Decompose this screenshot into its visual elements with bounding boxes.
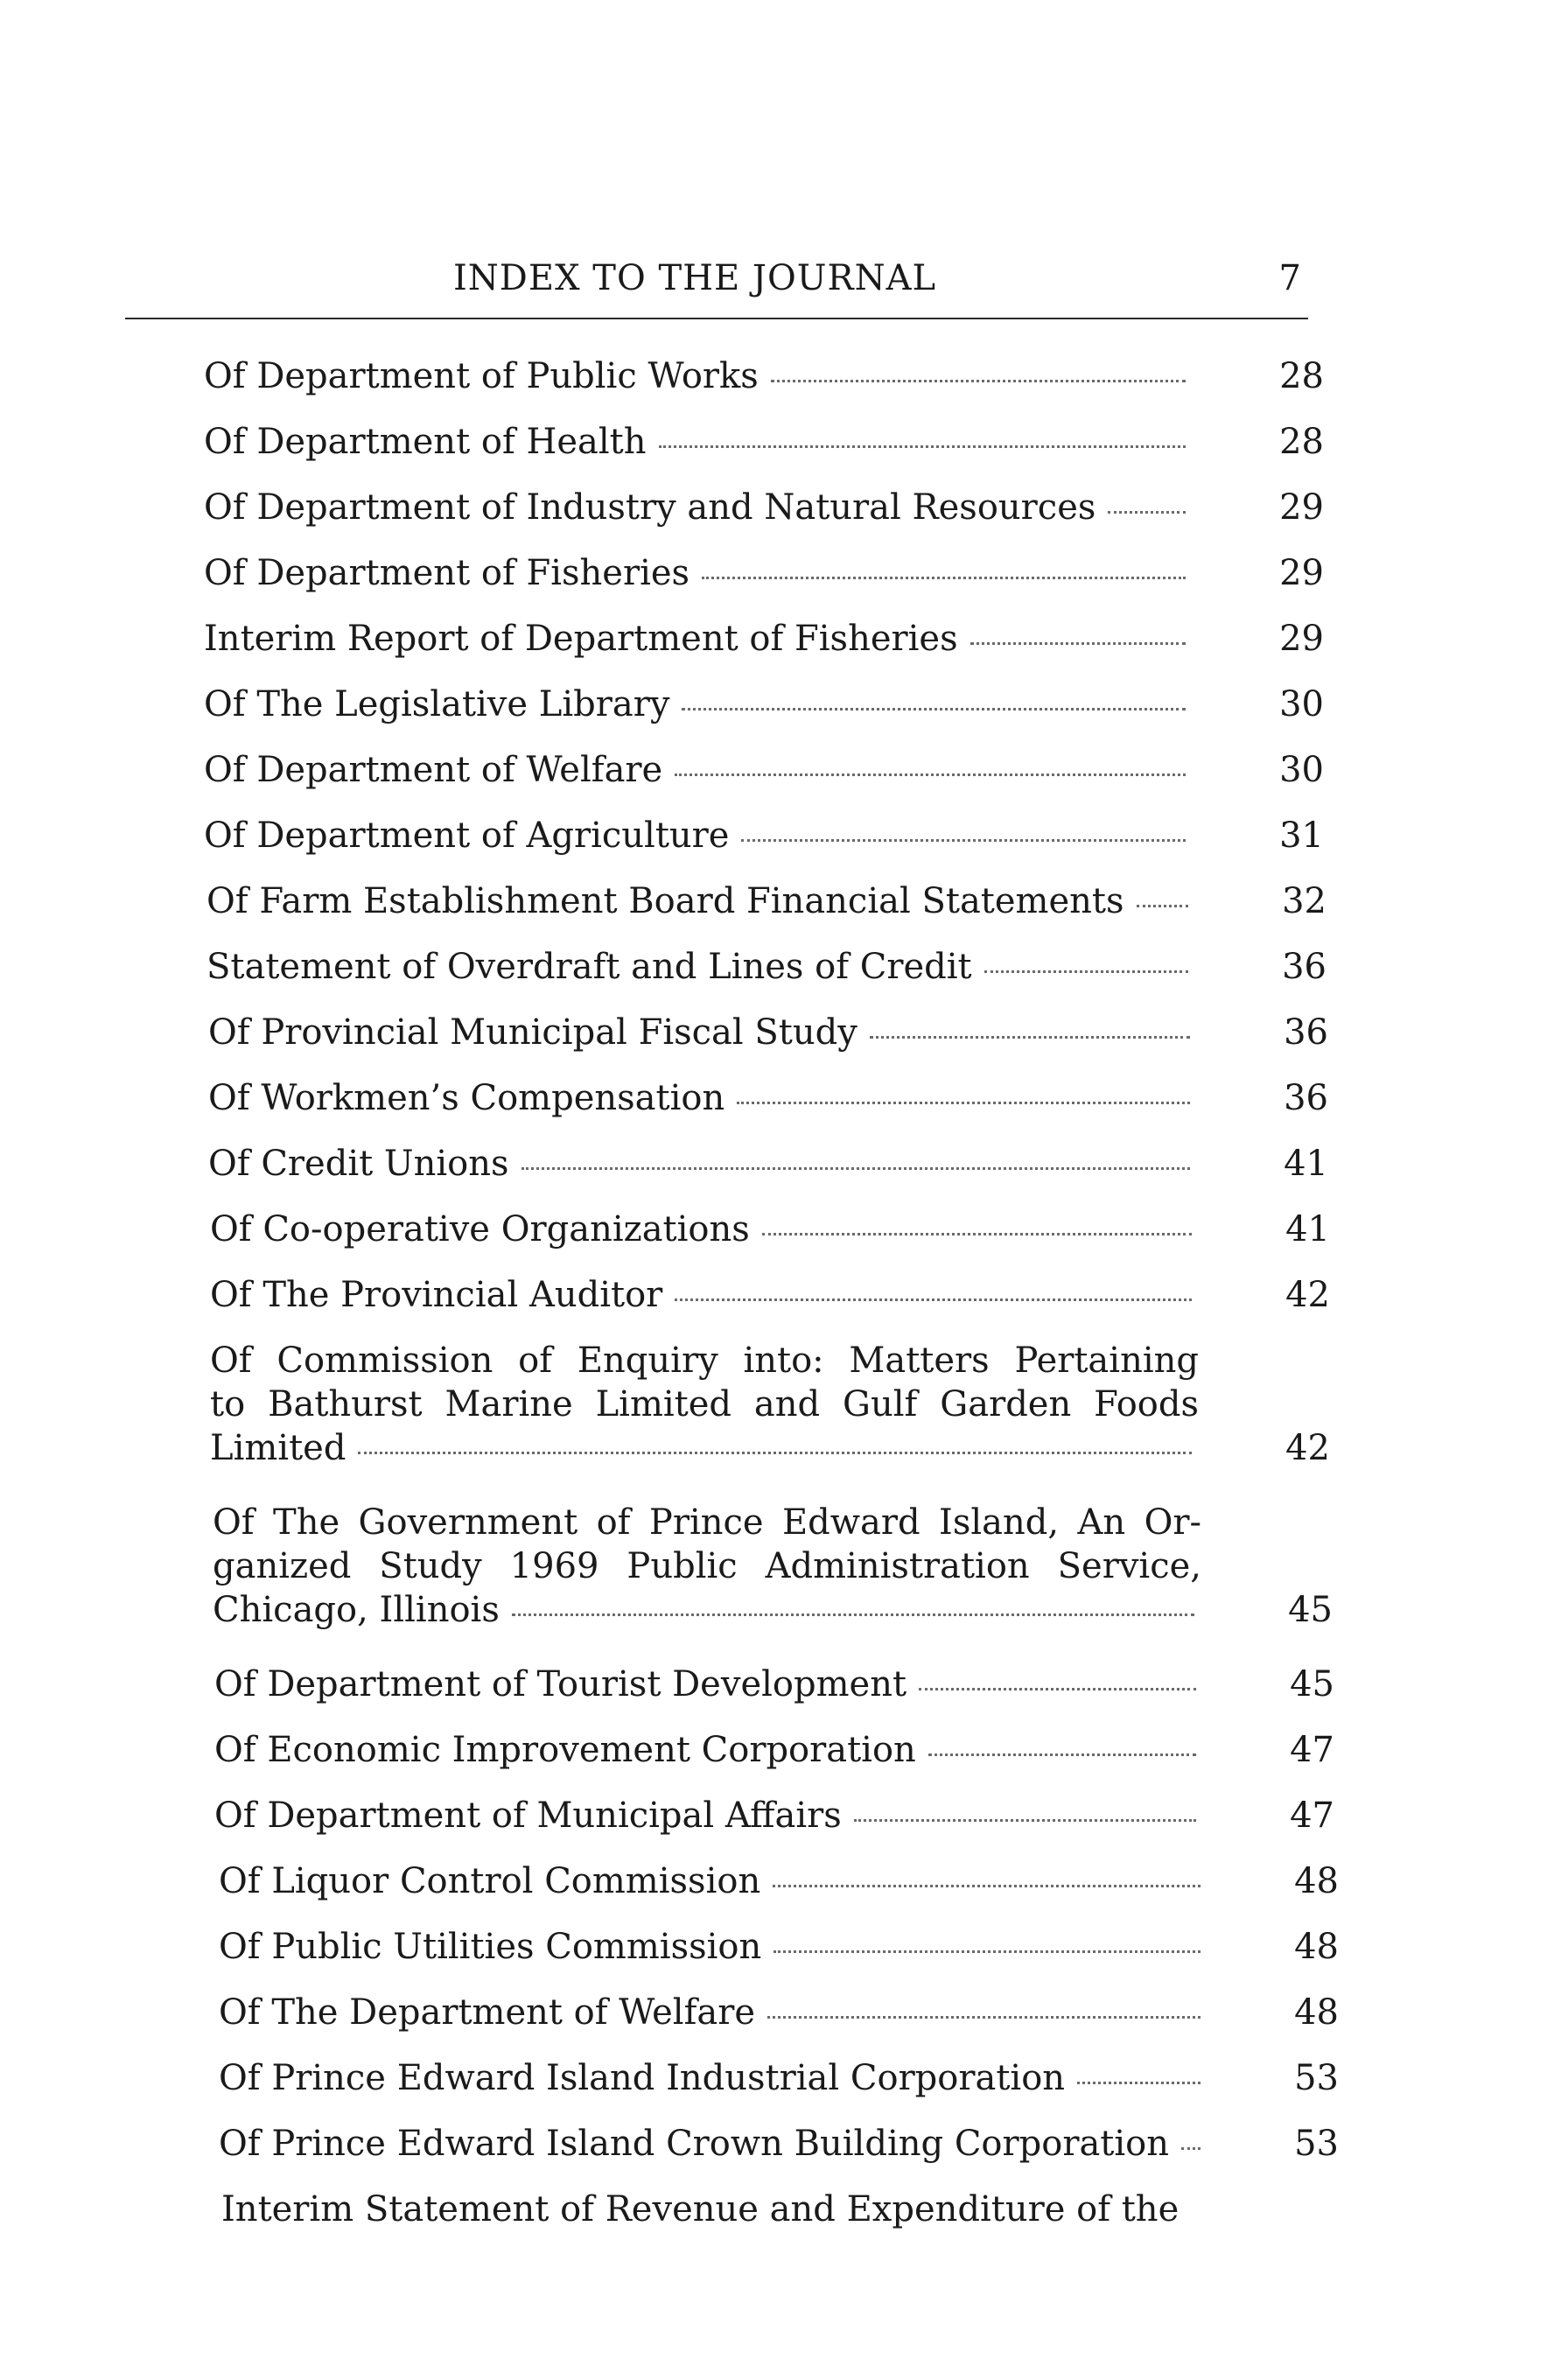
index-entry (214, 1794, 1334, 1838)
index-entry (206, 879, 1326, 923)
index-entry (219, 1859, 1339, 1903)
entry-text (208, 1142, 1197, 1186)
entry-line: Limited (210, 1428, 346, 1468)
entry-text (204, 354, 1193, 398)
dot-leader (358, 1450, 1192, 1454)
dot-leader (512, 1612, 1194, 1616)
entry-text (210, 1208, 1199, 1251)
entry-text (208, 1076, 1197, 1120)
entry-line: Statement of Overdraft and Lines of Credit (206, 947, 972, 987)
entry-line: Of Department of Tourist Development (214, 1664, 907, 1704)
index-entry (213, 1501, 1333, 1632)
entry-line: Of Department of Fisheries (204, 553, 690, 593)
index-entry (210, 1273, 1330, 1317)
entry-line: Of The Provincial Auditor (210, 1275, 663, 1315)
entry-text (204, 617, 1193, 661)
entry-page-number: 29 (1279, 619, 1324, 659)
dot-leader (854, 1817, 1196, 1822)
entry-line: Of Department of Health (204, 422, 647, 462)
entry-line: Interim Report of Department of Fisheries (204, 619, 958, 659)
index-entry (204, 420, 1324, 464)
entry-page-number: 29 (1279, 487, 1324, 528)
page-number: 7 (1278, 258, 1301, 298)
entry-line: Of Department of Public Works (204, 356, 759, 396)
index-entry (208, 1142, 1328, 1186)
entry-page-number: 29 (1279, 553, 1324, 593)
entry-line: Of Liquor Control Commission (219, 1861, 761, 1901)
entry-line: Of Prince Edward Island Crown Building Corporation (219, 2124, 1169, 2164)
dot-leader (767, 2014, 1200, 2019)
index-entry (219, 2122, 1339, 2166)
entry-line: Of Co-operative Organizations (210, 1209, 750, 1250)
index-entry (204, 354, 1324, 398)
entry-page-number: 36 (1282, 947, 1326, 987)
index-entry (219, 1991, 1339, 2034)
index-entry (204, 682, 1324, 726)
entry-line: Of Commission of Enquiry into: Matters Pertaining (210, 1340, 1199, 1381)
index-entry (204, 486, 1324, 529)
entry-text (219, 2122, 1208, 2166)
entry-text (214, 1728, 1203, 1772)
dot-leader (675, 772, 1186, 776)
entry-text (208, 1011, 1197, 1054)
entry-page-number: 53 (1294, 2124, 1339, 2164)
entry-text (210, 1273, 1199, 1317)
index-entry (210, 1208, 1330, 1251)
entry-text (210, 1339, 1199, 1470)
dot-leader (771, 378, 1186, 382)
index-entry (219, 2056, 1339, 2100)
index-entry (208, 1011, 1328, 1054)
entry-text (221, 2188, 1210, 2231)
index-entry (214, 1728, 1334, 1772)
dot-leader (762, 1231, 1192, 1236)
entry-text (219, 1859, 1208, 1903)
dot-leader (1137, 903, 1188, 907)
entry-text (214, 1662, 1203, 1706)
entry-line: to Bathurst Marine Limited and Gulf Garden Foods (210, 1384, 1199, 1424)
entry-text (219, 2056, 1208, 2100)
entry-page-number: 36 (1284, 1078, 1328, 1118)
entry-page-number: 32 (1282, 881, 1326, 921)
index-entry (219, 1925, 1339, 1969)
entry-text (204, 814, 1193, 858)
dot-leader (682, 706, 1186, 710)
entry-text (204, 748, 1193, 792)
entry-page-number: 48 (1294, 1927, 1339, 1967)
entry-page-number: 47 (1290, 1796, 1334, 1836)
entry-page-number: 30 (1279, 684, 1324, 724)
entry-page-number: 42 (1285, 1428, 1330, 1468)
entry-line: Of The Department of Welfare (219, 1992, 756, 2033)
entry-line: Of Prince Edward Island Industrial Corporation (219, 2058, 1066, 2098)
entry-text (206, 879, 1195, 923)
dot-leader (702, 575, 1186, 579)
dot-leader (522, 1166, 1190, 1170)
entry-page-number: 45 (1290, 1664, 1334, 1704)
entry-text (204, 486, 1193, 529)
dot-leader (774, 1949, 1200, 1953)
entry-page-number: 45 (1288, 1590, 1333, 1630)
entry-line: Of Department of Industry and Natural Resources (204, 487, 1096, 528)
dot-leader (1181, 2146, 1200, 2150)
index-entry (204, 748, 1324, 792)
entry-text (206, 945, 1195, 989)
entry-line: Of Public Utilities Commission (219, 1927, 762, 1967)
dot-leader (659, 444, 1186, 448)
entry-page-number: 42 (1285, 1275, 1330, 1315)
entry-line: Of Farm Establishment Board Financial Statements (206, 881, 1124, 921)
dot-leader (675, 1297, 1192, 1301)
entry-page-number: 53 (1294, 2058, 1339, 2098)
entry-line: Of Provincial Municipal Fiscal Study (208, 1012, 858, 1053)
entry-line: ganized Study 1969 Public Administration Service, (213, 1546, 1201, 1586)
entry-line: Of The Government of Prince Edward Island, An Or- (213, 1502, 1201, 1543)
entry-line: Chicago, Illinois (213, 1590, 500, 1630)
dot-leader (741, 837, 1186, 842)
entry-text (204, 682, 1193, 726)
entry-text (204, 551, 1193, 595)
dot-leader (870, 1034, 1190, 1039)
entry-page-number: 48 (1294, 1861, 1339, 1901)
page-title: INDEX TO THE JOURNAL (453, 258, 937, 298)
index-entry (204, 814, 1324, 858)
entry-line: Of The Legislative Library (204, 684, 670, 724)
entry-line: Of Department of Agriculture (204, 816, 730, 856)
entry-page-number: 31 (1279, 816, 1324, 856)
index-entry (214, 1662, 1334, 1706)
entry-line: Of Department of Municipal Affairs (214, 1796, 842, 1836)
dot-leader (1108, 509, 1186, 514)
entry-line: Of Credit Unions (208, 1144, 509, 1184)
entry-line: Of Department of Welfare (204, 750, 663, 790)
entry-text (219, 1991, 1208, 2034)
dot-leader (919, 1686, 1196, 1690)
entry-text (214, 1794, 1203, 1838)
dot-leader (1077, 2080, 1200, 2084)
entry-page-number: 30 (1279, 750, 1324, 790)
dot-leader (1191, 2214, 1203, 2216)
entry-text (219, 1925, 1208, 1969)
entry-text (204, 420, 1193, 464)
index-entry (204, 551, 1324, 595)
dot-leader (984, 969, 1188, 973)
dot-leader (928, 1752, 1196, 1756)
index-entry (210, 1339, 1330, 1470)
index-entry (204, 617, 1324, 661)
dot-leader (970, 640, 1186, 645)
entry-page-number: 47 (1290, 1730, 1334, 1770)
entry-line: Interim Statement of Revenue and Expenditure of the (221, 2189, 1180, 2230)
index-entry (208, 1076, 1328, 1120)
entry-page-number: 28 (1279, 422, 1324, 462)
index-entry (206, 945, 1326, 989)
entry-line: Of Economic Improvement Corporation (214, 1730, 916, 1770)
entry-page-number: 41 (1284, 1144, 1328, 1184)
entry-page-number: 36 (1284, 1012, 1328, 1053)
entry-line: Of Workmen’s Compensation (208, 1078, 725, 1118)
dot-leader (773, 1883, 1200, 1887)
entry-page-number: 28 (1279, 356, 1324, 396)
entry-text (213, 1501, 1201, 1632)
entry-page-number: 48 (1294, 1992, 1339, 2033)
index-entry (221, 2188, 1341, 2231)
dot-leader (737, 1100, 1190, 1104)
entry-page-number: 41 (1285, 1209, 1330, 1250)
